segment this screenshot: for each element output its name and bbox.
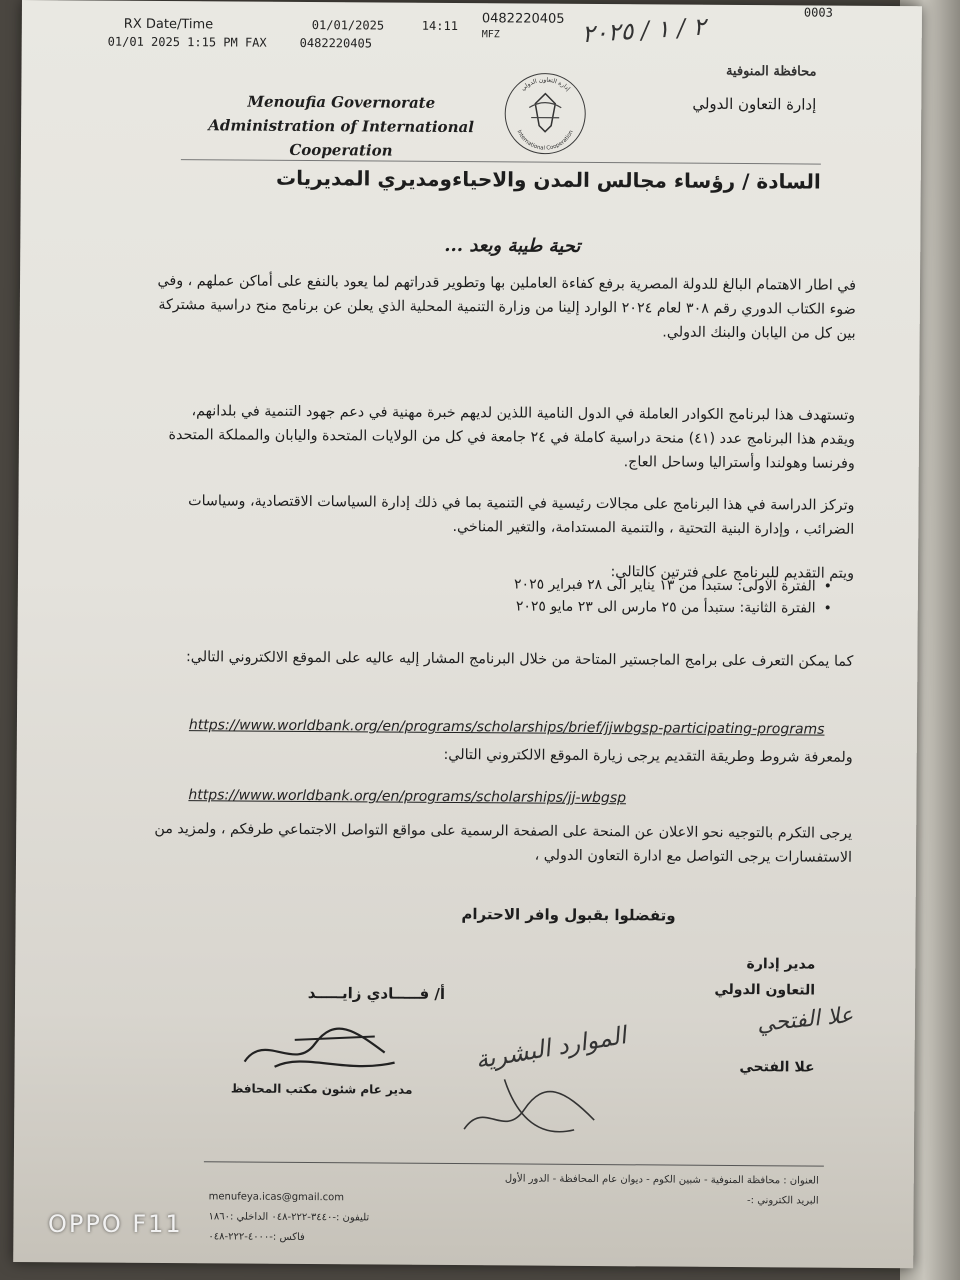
footer-fax: فاكس :-٤٠٠٠-٢٢٢-٠٤٨ <box>208 1231 305 1244</box>
letter-addressee: السادة / رؤساء مجالس المدن والاحياءومديري المديريات <box>275 165 821 194</box>
fax-tx-line: 01/01 2025 1:15 PM FAX <box>107 34 267 50</box>
signature-right-block <box>695 951 815 1004</box>
signature-right-title-2: التعاون الدولي <box>714 981 816 999</box>
header-english <box>206 89 476 163</box>
letter-greeting: تحية طيبة وبعد ... <box>444 234 581 257</box>
fax-rx-number: 0482220405 <box>481 11 565 27</box>
period-text: الفترة الثانية: ستبدأ من ٢٥ مارس الى ٢٣ مايو ٢٠٢٥ <box>515 598 816 617</box>
signature-left-scribble-icon <box>234 1022 404 1083</box>
signature-right-name: علا الفتحي <box>739 1059 815 1076</box>
fax-rx-time: 14:11 <box>421 18 459 34</box>
center-handwritten-scribble-icon <box>444 1069 615 1150</box>
signature-right-title-1: مدير إدارة <box>746 956 816 973</box>
header-arabic <box>616 59 816 116</box>
fax-rx-date: 01/01/2025 <box>311 18 385 33</box>
fax-tx-number: 0482220405 <box>299 35 373 51</box>
header-ar-governorate: محافظة المنوفية <box>725 63 817 80</box>
paragraph-2: وتستهدف هذا لبرنامج الكوادر العاملة في الدول النامية اللذين لديهم خبرة مهنية في دعم جهود التنمية في بلدانهم، ويقدم هذا البرنامج عدد (٤١) منحة دراسية كاملة في ٢٤ جامعة في كل من الولايات المتحدة واليابان والمملكة المتحدة وفرنسا وهولندا وأستراليا وساحل العاج. <box>168 403 856 472</box>
footer-fax-row <box>208 1227 818 1251</box>
cooperation-seal-icon <box>499 67 592 160</box>
period-text: الفترة الاولى: ستبدأ من ١٣ يناير الى ٢٨ فبراير ٢٠٢٥ <box>514 576 816 595</box>
footer-divider <box>204 1161 824 1166</box>
handwritten-date-note: ٢ / ١ / ٢٠٢٥ <box>581 12 707 49</box>
paragraph-3: وتركز الدراسة في هذا البرنامج على مجالات رئيسية في التنمية بما في ذلك إدارة السياسات الاقتصادية، وسياسات الضرائب ، وإدارة البنية التحتية ، والتنمية المستدامة، والتغير المناخي. <box>188 493 855 538</box>
fax-rx-label: RX Date/Time <box>123 16 214 33</box>
paragraph-conditions: ولمعرفة شروط وطريقة التقديم يرجى زيارة الموقع الالكتروني التالي: <box>443 746 853 766</box>
paragraph-request: يرجى التكرم بالتوجيه نحو الاعلان عن المنحة على الصفحة الرسمية على مواقع التواصل الاجتماعي طرفكم ، ولمزيد من الاستفسارات يرجى التواصل مع ادارة التعاون الدولي ، <box>154 820 853 866</box>
conditions-link[interactable]: https://www.worldbank.org/en/programs/scholarships/jj-wbgsp <box>188 787 627 807</box>
period-item: •الفترة الثانية: ستبدأ من ٢٥ مارس الى ٢٣ مايو ٢٠٢٥ <box>515 598 832 617</box>
svg-text:إدارة التعاون الدولي <box>520 76 572 92</box>
header-en-line-3: Cooperation <box>289 140 393 160</box>
fax-letter-page <box>13 0 922 1268</box>
fax-code: MFZ <box>481 29 500 41</box>
period-item: •الفترة الاولى: ستبدأ من ١٣ يناير الى ٢٨ فبراير ٢٠٢٥ <box>514 576 832 595</box>
signature-left-name: أ/ فـــــادي زايـــــد <box>307 984 446 1003</box>
header-ar-department: إدارة التعاون الدولي <box>692 94 817 114</box>
seal-top-text: إدارة التعاون الدولي <box>519 76 572 93</box>
header-en-line-2: Administration of International <box>208 116 474 137</box>
fax-page-number: 0003 <box>803 5 833 20</box>
signature-right-handwritten: علا الفتحي <box>755 1002 855 1038</box>
paragraph-periods-intro: ويتم التقديم للبرنامج على فترتين كالتالي: <box>610 564 855 582</box>
header-en-line-1: Menoufia Governorate <box>247 92 436 112</box>
paragraph-programs: كما يمكن التعرف على برامج الماجستير المتاحة من خلال البرنامج المشار إليه عاليه على الموقع الالكتروني التالي: <box>185 649 854 670</box>
signature-left-title: مدير عام شئون مكتب المحافظ <box>230 1081 413 1097</box>
seal-bottom-text: International Cooperation <box>515 129 575 152</box>
periods-list <box>272 572 832 620</box>
footer-email-label: البريد الكتروني :- <box>747 1195 819 1207</box>
center-handwritten-note: الموارد البشرية <box>473 1021 629 1075</box>
letter-closing: وتفضلوا بقبول وافر الاحترام <box>461 905 676 925</box>
camera-watermark: OPPO F11 <box>48 1210 183 1238</box>
programs-link[interactable]: https://www.worldbank.org/en/programs/scholarships/brief/jjwbgsp-participating-programs <box>188 717 825 738</box>
footer-phone: تليفون :-٣٤٤٠-٢٢٢-٠٤٨ الداخلي :١٨٦٠ <box>208 1211 370 1224</box>
paragraph-1: في اطار الاهتمام البالغ للدولة المصرية برفع كفاءة العاملين بها وتطوير قدراتهم لما يعود بالنفع على أماكن عملهم ، وفي ضوء الكتاب الدوري رقم ٣٠٨ لعام ٢٠٢٤ الوارد إلينا من وزارة التنمية المحلية الذي يعلن عن برنامج منح دراسية مشتركة بين كل من اليابان والبنك الدولي. <box>157 272 857 342</box>
footer-email: menufeya.icas@gmail.com <box>208 1191 345 1204</box>
letter-footer <box>208 1167 819 1251</box>
footer-address: العنوان : محافظة المنوفية - شبين الكوم - ديوان عام المحافظة - الدور الأول <box>504 1173 819 1187</box>
